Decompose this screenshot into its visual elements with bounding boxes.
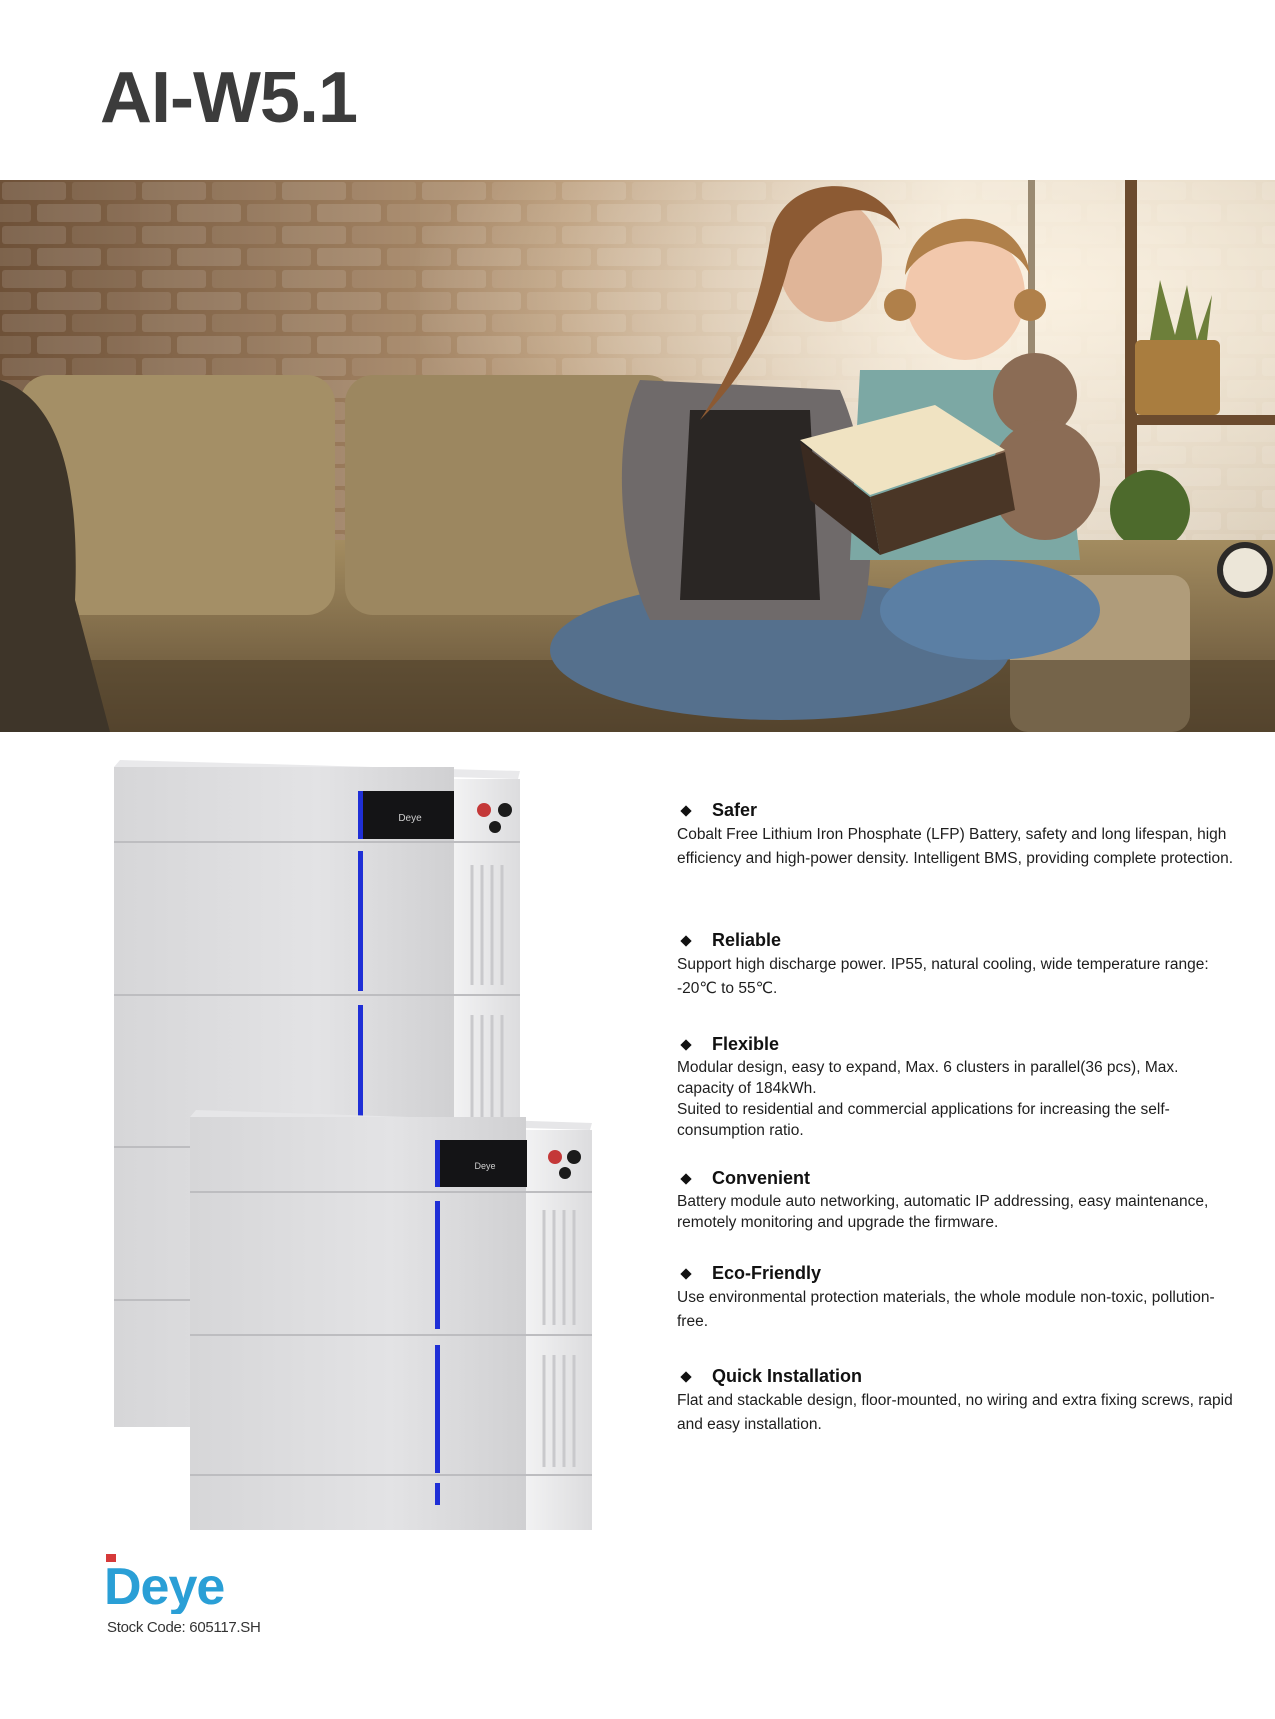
feature-description: Use environmental protection materials, the whole module non-toxic, pollution-free. bbox=[677, 1289, 1215, 1330]
stock-code: Stock Code: 605117.SH bbox=[107, 1619, 261, 1636]
diamond-bullet-icon bbox=[680, 1173, 691, 1184]
feature-description: Cobalt Free Lithium Iron Phosphate (LFP) Battery, safety and long lifespan, high efficiency and high-power density. Intelligent BMS, providing complete protection. bbox=[677, 826, 1234, 867]
feature-description: Modular design, easy to expand, Max. 6 clusters in parallel(36 pcs), Max. capacity of 184kWh. bbox=[677, 1059, 1179, 1097]
diamond-bullet-icon bbox=[680, 935, 691, 946]
feature-description-extra: Suited to residential and commercial applications for increasing the self-consumption ratio. bbox=[677, 1101, 1170, 1139]
feature-eco-friendly bbox=[677, 1263, 1237, 1334]
battery-product-image bbox=[100, 755, 610, 1530]
page-title: AI-W5.1 bbox=[100, 58, 358, 138]
feature-flexible bbox=[677, 1034, 1237, 1141]
feature-title: Safer bbox=[712, 800, 758, 820]
feature-title: Quick Installation bbox=[712, 1366, 863, 1386]
feature-description: Support high discharge power. IP55, natural cooling, wide temperature range: -20℃ to 55℃. bbox=[677, 956, 1209, 997]
feature-description: Flat and stackable design, floor-mounted, no wiring and extra fixing screws, rapid and easy installation. bbox=[677, 1392, 1233, 1433]
hero-photo bbox=[0, 180, 1275, 732]
diamond-bullet-icon bbox=[680, 1039, 691, 1050]
feature-title: Flexible bbox=[712, 1034, 780, 1054]
feature-quick-installation bbox=[677, 1366, 1237, 1437]
battery-display-brand-small: Deye bbox=[474, 1161, 496, 1171]
deye-logo bbox=[104, 1552, 264, 1614]
battery-display-brand: Deye bbox=[398, 813, 422, 824]
battery-stack-small bbox=[190, 1110, 592, 1530]
feature-description: Battery module auto networking, automatic IP addressing, easy maintenance, remotely monitoring and upgrade the firmware. bbox=[677, 1193, 1209, 1231]
feature-title: Convenient bbox=[712, 1168, 811, 1188]
feature-title: Reliable bbox=[712, 930, 782, 950]
feature-title: Eco-Friendly bbox=[712, 1263, 822, 1283]
diamond-bullet-icon bbox=[680, 805, 691, 816]
feature-reliable bbox=[677, 930, 1237, 1001]
feature-convenient bbox=[677, 1168, 1237, 1233]
feature-safer bbox=[677, 800, 1237, 871]
logo-text: Deye bbox=[104, 1558, 225, 1614]
diamond-bullet-icon bbox=[680, 1371, 691, 1382]
diamond-bullet-icon bbox=[680, 1268, 691, 1279]
